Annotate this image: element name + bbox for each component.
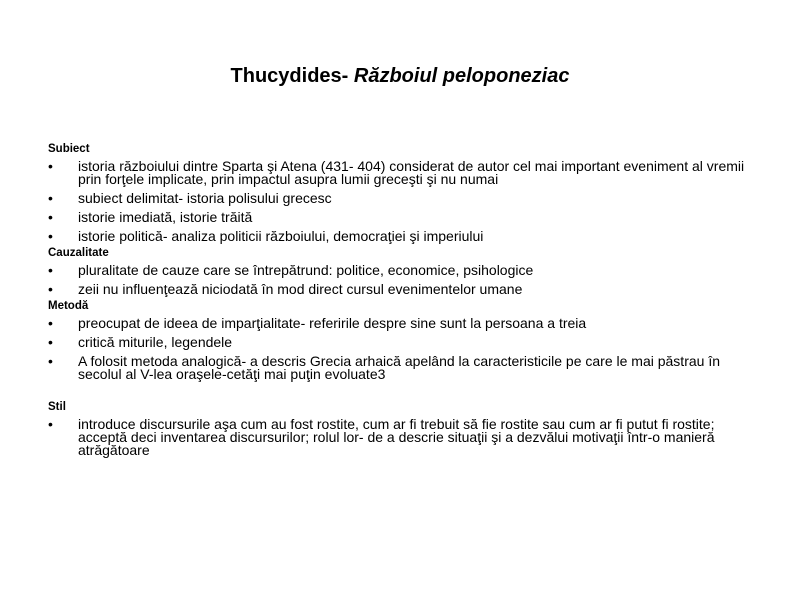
bullet-list	[48, 157, 748, 246]
bullet-icon: •	[48, 228, 53, 244]
bullet-icon: •	[48, 334, 53, 350]
list-item-text: istorie imediată, istorie trăită	[78, 209, 253, 225]
list-item-text: istorie politică- analiza politicii războiului, democraţiei şi imperiului	[78, 228, 484, 244]
bullet-icon: •	[48, 416, 53, 432]
list-item	[48, 157, 748, 189]
title-italic: Războiul peloponeziac	[353, 65, 570, 87]
slide-content	[48, 142, 748, 460]
section-heading: Metodă	[48, 300, 89, 312]
section-heading: Cauzalitate	[48, 247, 109, 259]
bullet-list	[48, 314, 748, 384]
list-item	[48, 352, 748, 384]
bullet-list	[48, 261, 748, 299]
list-item-text: subiect delimitat- istoria polisului grecesc	[78, 190, 332, 206]
list-item-text: preocupat de ideea de imparţialitate- referirile despre sine sunt la persoana a treia	[78, 315, 587, 331]
section-heading: Stil	[48, 401, 66, 413]
title-prefix: Thucydides-	[230, 65, 354, 87]
bullet-list	[48, 415, 748, 460]
section-gap	[48, 384, 748, 400]
list-item	[48, 189, 748, 208]
list-item-text: critică miturile, legendele	[78, 334, 233, 350]
bullet-icon: •	[48, 190, 53, 206]
section-heading: Subiect	[48, 143, 90, 155]
list-item-text: istoria războiului dintre Sparta şi Atena (431- 404) considerat de autor cel mai important eveniment al vremii prin forţele implicate, prin impactul asupra lumii greceşti şi nu numai	[78, 158, 745, 187]
bullet-icon: •	[48, 315, 53, 331]
section-cauzalitate	[48, 246, 748, 299]
list-item-text: A folosit metoda analogică- a descris Grecia arhaică apelând la caracteristicile pe care le mai păstrau în secolul al V-lea oraşele-cetăţi mai puţin evoluate3	[78, 353, 720, 382]
bullet-icon: •	[48, 353, 53, 369]
list-item	[48, 333, 748, 352]
list-item	[48, 280, 748, 299]
list-item-text: zeii nu influenţează niciodată în mod direct cursul evenimentelor umane	[78, 281, 523, 297]
section-stil	[48, 400, 748, 460]
list-item	[48, 261, 748, 280]
list-item	[48, 314, 748, 333]
slide-title	[0, 64, 800, 88]
list-item	[48, 415, 748, 460]
bullet-icon: •	[48, 158, 53, 174]
list-item	[48, 227, 748, 246]
bullet-icon: •	[48, 281, 53, 297]
list-item	[48, 208, 748, 227]
list-item-text: introduce discursurile aşa cum au fost rostite, cum ar fi trebuit să fie rostite sau cum ar fi putut fi rostite; acceptă deci inventarea discursurilor; rolul lor- de a descrie situaţii şi a dezvălui motivaţii într-o manieră atrăgătoare	[78, 416, 715, 458]
section-subiect	[48, 142, 748, 246]
bullet-icon: •	[48, 209, 53, 225]
section-metoda	[48, 299, 748, 384]
bullet-icon: •	[48, 262, 53, 278]
list-item-text: pluralitate de cauze care se întrepătrund: politice, economice, psihologice	[78, 262, 534, 278]
